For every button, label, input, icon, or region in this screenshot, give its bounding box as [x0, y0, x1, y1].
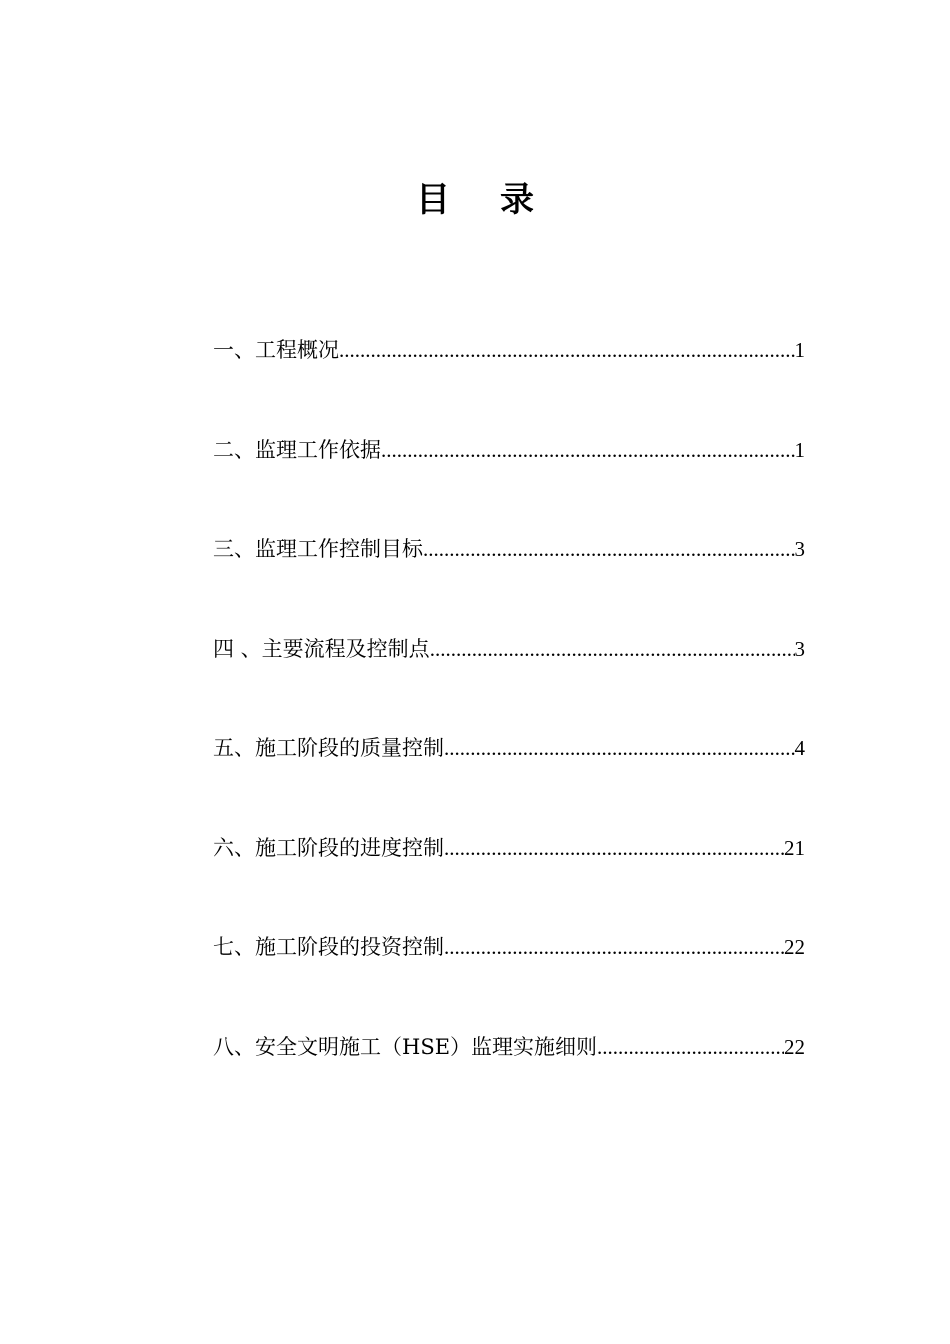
toc-page-number: 3	[794, 636, 805, 661]
toc-page-number: 1	[794, 437, 805, 462]
toc-dot-leader	[423, 529, 795, 569]
page-title-part-1: 目	[416, 180, 450, 220]
toc-page-number: 22	[784, 935, 805, 959]
toc-entry-label: 七、施工阶段的投资控制	[213, 935, 444, 959]
toc-entry-label: 四 、主要流程及控制点	[213, 636, 430, 661]
toc-dot-leader	[381, 430, 795, 470]
toc-entry[interactable]	[213, 728, 805, 828]
toc-entry[interactable]	[213, 927, 805, 1027]
toc-entry-label: 一、工程概况	[213, 338, 339, 362]
toc-entry-label: 八、安全文明施工（HSE）监理实施细则	[213, 1034, 598, 1059]
toc-dot-leader	[444, 828, 784, 868]
toc-dot-leader	[444, 927, 784, 967]
toc-entry[interactable]	[213, 330, 805, 430]
toc-page-number: 22	[784, 1034, 805, 1059]
toc-dot-leader	[444, 728, 795, 768]
toc-dot-leader	[597, 1027, 784, 1067]
toc-entry[interactable]	[213, 828, 805, 928]
toc-entry[interactable]	[213, 430, 805, 530]
toc-entry-label: 三、监理工作控制目标	[213, 537, 423, 561]
toc-page-number: 21	[784, 835, 805, 860]
toc-entry[interactable]	[213, 629, 805, 729]
toc-entry[interactable]	[213, 529, 805, 629]
toc-entry[interactable]	[213, 1027, 805, 1127]
toc-entry-label: 五、施工阶段的质量控制	[213, 736, 444, 760]
page-title-part-2: 录	[500, 180, 534, 220]
toc-entry-label: 二、监理工作依据	[213, 437, 381, 462]
table-of-contents	[213, 330, 805, 1126]
toc-page-number: 3	[794, 537, 805, 561]
toc-page-number: 1	[794, 338, 805, 362]
page-title	[0, 176, 950, 224]
toc-dot-leader	[430, 629, 795, 669]
toc-entry-label: 六、施工阶段的进度控制	[213, 835, 444, 860]
toc-dot-leader	[339, 330, 795, 370]
toc-page-number: 4	[794, 736, 805, 760]
